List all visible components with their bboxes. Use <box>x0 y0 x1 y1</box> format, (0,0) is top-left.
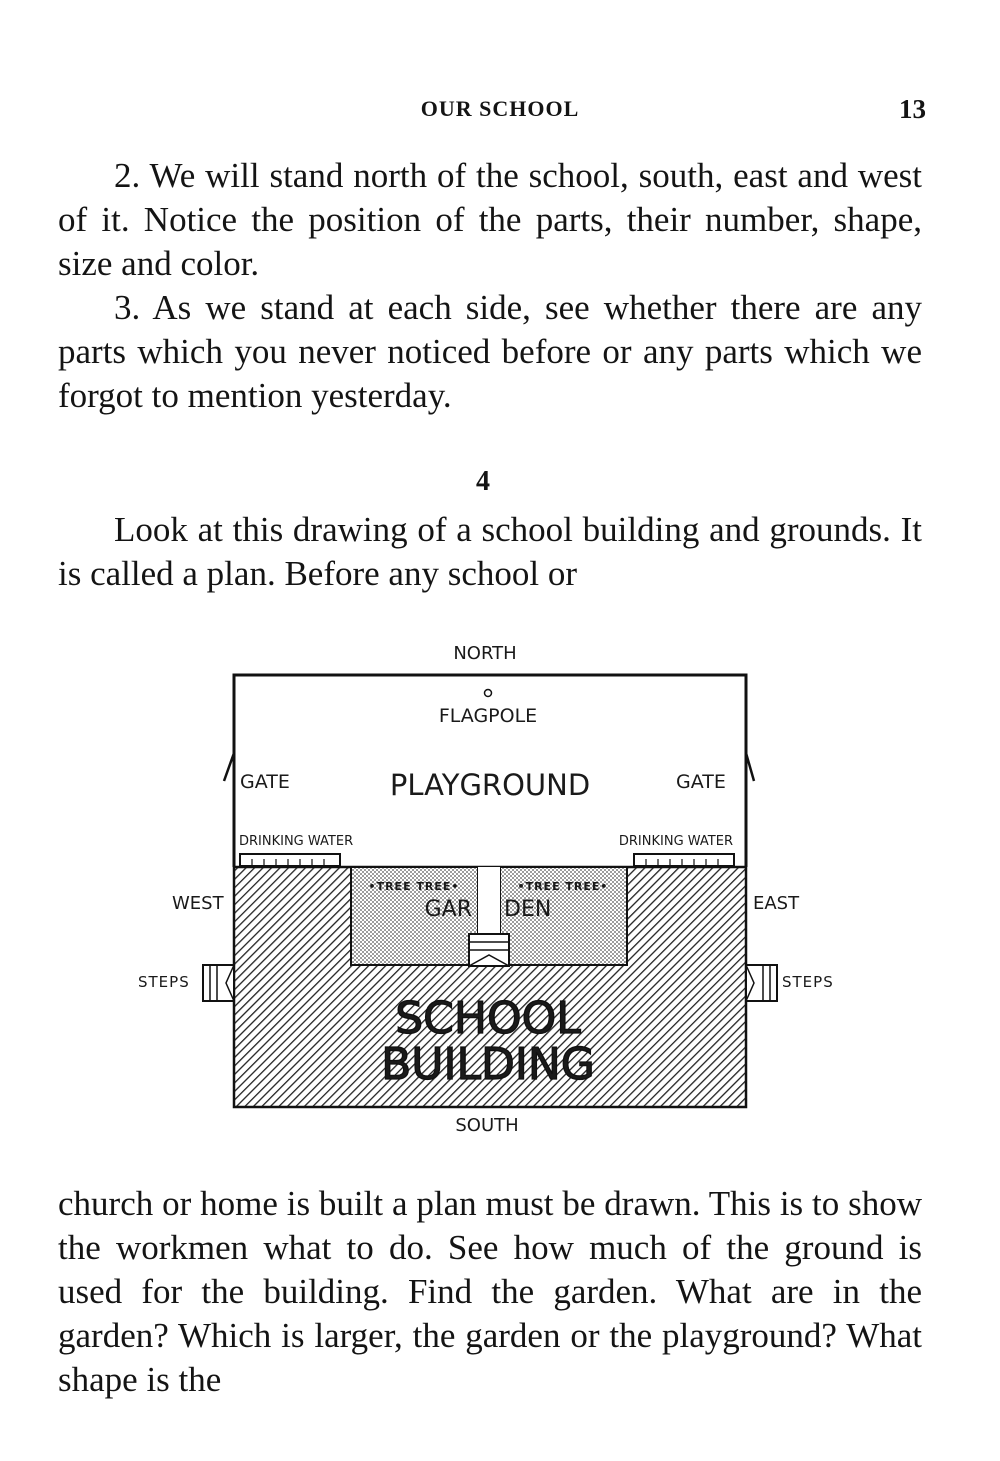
garden-label-left: GAR <box>424 897 472 922</box>
paragraph-4-intro-text: Look at this drawing of a school building and grounds. It is called a plan. Before any school or <box>58 510 922 593</box>
steps-right-label: STEPS <box>782 973 834 991</box>
front-steps <box>469 934 509 966</box>
school-plan-figure <box>130 635 860 1145</box>
paragraph-2-text: 2. We will stand north of the school, south, east and west of it. Notice the position of the parts, their number, shape, size and color. <box>58 156 922 283</box>
paragraph-3 <box>58 286 922 418</box>
page-header <box>0 96 1000 130</box>
paragraph-4-continued <box>58 1182 922 1402</box>
east-label: EAST <box>753 893 800 914</box>
north-label: NORTH <box>453 643 517 664</box>
paragraph-3-text: 3. As we stand at each side, see whether there are any parts which you never noticed before or any parts which we forgot to mention yesterday. <box>58 288 922 415</box>
south-label: SOUTH <box>455 1115 519 1136</box>
drinking-water-right-trough <box>634 854 734 866</box>
section-number: 4 <box>476 466 490 497</box>
drinking-water-right-label: DRINKING WATER <box>618 834 733 849</box>
drinking-water-left-trough <box>240 854 340 866</box>
tree-label-left: •TREE TREE• <box>368 880 460 893</box>
paragraph-2 <box>58 154 922 286</box>
garden-label-right: DEN <box>504 897 552 922</box>
school-label-line2: BUILDING <box>381 1039 595 1090</box>
paragraph-4-intro <box>58 508 922 596</box>
school-label-line1: SCHOOL <box>395 993 581 1044</box>
flagpole-icon <box>485 690 492 697</box>
paragraph-4-continued-text: church or home is built a plan must be drawn. This is to show the workmen what to do. See how much of the ground is used for the building. Find the garden. What are in the garden? Which is larger, the garden or the playground? What shape is the <box>58 1184 922 1399</box>
steps-left-icon <box>203 965 234 1001</box>
playground-label: PLAYGROUND <box>389 768 591 802</box>
page-number: 13 <box>899 94 926 124</box>
gate-left-label: GATE <box>240 771 290 793</box>
garden-path <box>478 867 500 935</box>
steps-left-label: STEPS <box>138 973 190 991</box>
steps-right-icon <box>746 965 777 1001</box>
school-plan-drawing <box>130 635 860 1145</box>
running-title: OUR SCHOOL <box>420 96 580 121</box>
tree-label-right: •TREE TREE• <box>517 880 609 893</box>
drinking-water-left-label: DRINKING WATER <box>239 834 354 849</box>
flagpole-label: FLAGPOLE <box>438 705 538 727</box>
gate-right-label: GATE <box>676 771 726 793</box>
west-label: WEST <box>172 893 224 914</box>
